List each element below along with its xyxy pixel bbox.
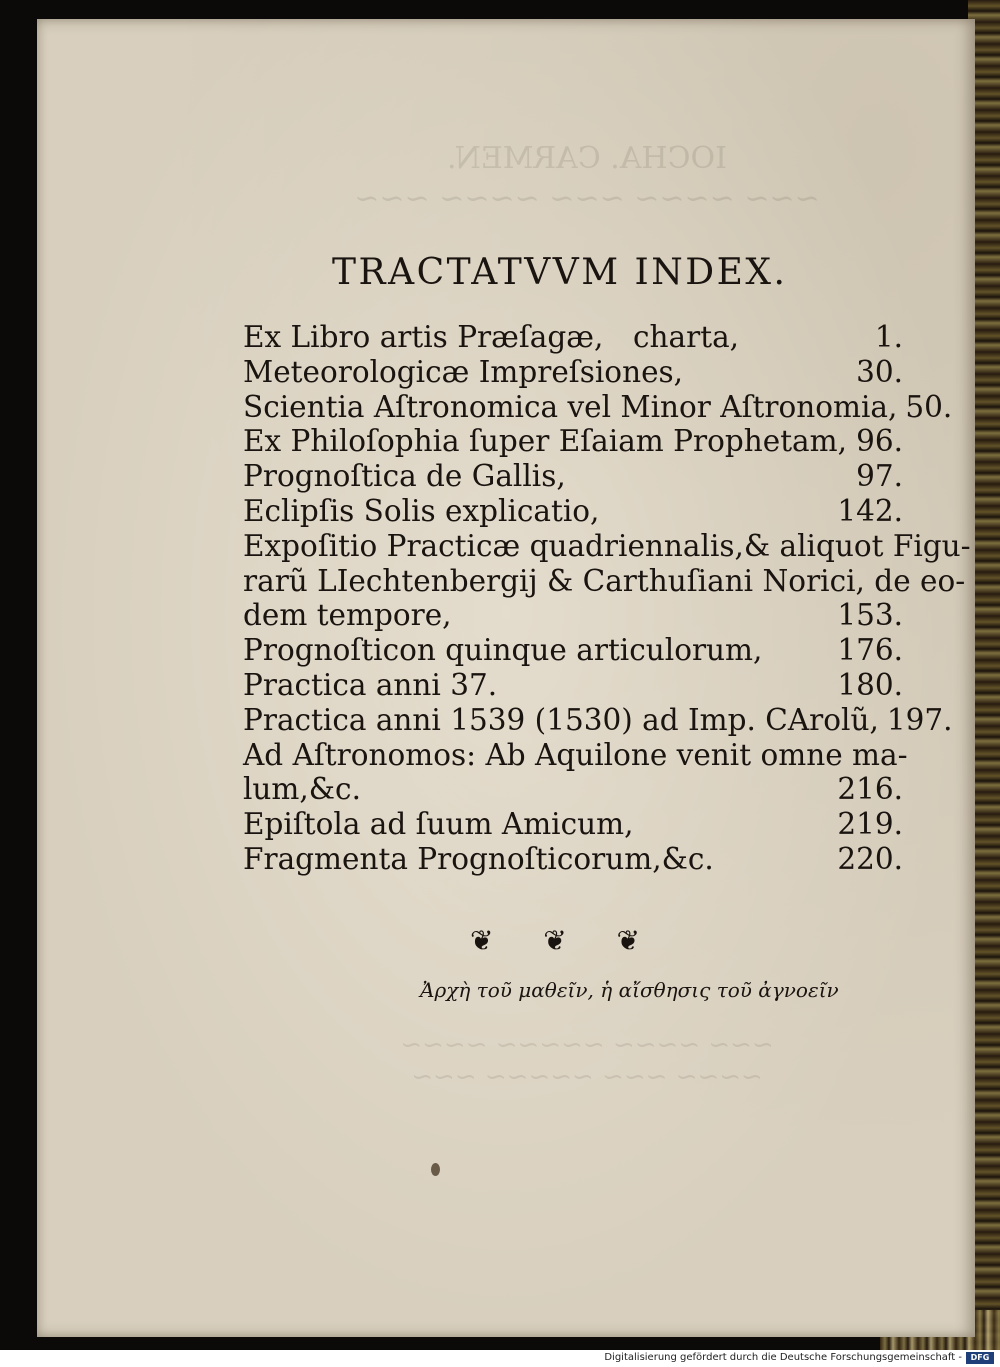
toc-entry-page: 176. [837,633,903,668]
toc-entry-title: Ex Philoſophia ſuper Eſaiam Prophetam, [243,424,847,459]
toc-entry-title: rarũ LIechtenbergij & Carthuſiani Norici, de eo- [243,563,966,598]
toc-entry [243,355,903,390]
dfg-logo: DFG [966,1352,994,1364]
digitization-credit: Digitalisierung gefördert durch die Deutsche Forschungsgemeinschaft - [604,1352,962,1363]
toc-entry-page: 30. [856,354,903,389]
toc-entry-page: 97. [856,459,903,494]
toc-entry-page: 216. [837,772,903,807]
table-of-contents [243,320,971,877]
toc-entry-title: dem tempore, [243,598,452,633]
toc-entry-title: Scientia Aſtronomica vel Minor Aſtronomia, [243,389,898,424]
toc-entry [243,633,903,668]
toc-entry-title: Expoſitio Practicæ quadriennalis,& aliquot Figu- [243,528,971,563]
toc-entry-title: Ex Libro artis Præſagæ, [243,320,604,354]
toc-entry [243,459,903,494]
fleuron-icon: ❦ [616,924,640,957]
toc-entry-title: Epiſtola ad ſuum Amicum, [243,807,634,842]
toc-entry-title: Practica anni 1539 (1530) ad Imp. CArolũ, [243,702,879,737]
greek-motto: Ἀρχὴ τοῦ μαθεῖν, ἡ αἴσθησις τοῦ ἀγνοεῖν [420,978,839,1002]
toc-entry [243,772,903,807]
toc-entry-page: 153. [837,598,903,633]
show-through-text-top: IOCHA. CARMEN. ~~~ ~~~~ ~~~ ~~~~ ~~~ [354,141,820,216]
fleuron-ornament [470,924,640,957]
toc-entry [243,668,903,703]
toc-entry-page: 142. [837,493,903,528]
show-through-text-bottom: ~~~ ~~~~ ~~~~~ ~~~~ ~~~~ ~~~ ~~~~~ ~~~ [400,1030,774,1092]
toc-entry-page: 220. [837,841,903,876]
toc-entry [243,842,903,877]
toc-entry-title: Meteorologicæ Impreſsiones, [243,354,684,389]
toc-entry-title: Eclipſis Solis explicatio, [243,493,600,528]
toc-entry-page: 180. [837,667,903,702]
toc-entry [243,389,953,425]
toc-entry-title: Fragmenta Prognoſticorum,&c. [243,841,714,876]
toc-entry-title: Prognoſtica de Gallis, [243,459,566,494]
toc-entry [243,528,971,564]
toc-entry-page: 219. [837,807,903,842]
fleuron-icon: ❦ [543,924,567,957]
ink-stain [431,1163,440,1176]
toc-entry-page: 1. [874,320,903,354]
toc-entry [243,807,903,842]
toc-entry [243,737,908,773]
toc-entry [243,702,953,738]
toc-entry [243,563,966,599]
toc-entry [243,494,903,529]
page-title: TRACTATVVM INDEX. [332,252,788,293]
fleuron-icon: ❦ [470,924,494,957]
toc-entry [243,598,903,633]
toc-entry-charta-label: charta, [633,320,740,354]
toc-entry-title: lum,&c. [243,772,361,807]
toc-entry-page: 197. [886,702,953,737]
toc-entry-title: Prognoſticon quinque articulorum, [243,633,763,668]
toc-entry-title: Practica anni 37. [243,667,498,702]
toc-entry [243,320,903,355]
toc-entry-page: 96. [856,424,903,459]
toc-entry-title: Ad Aſtronomos: Ab Aquilone venit omne ma- [243,737,908,772]
toc-entry [243,424,903,459]
toc-entry-page: 50. [905,389,953,424]
